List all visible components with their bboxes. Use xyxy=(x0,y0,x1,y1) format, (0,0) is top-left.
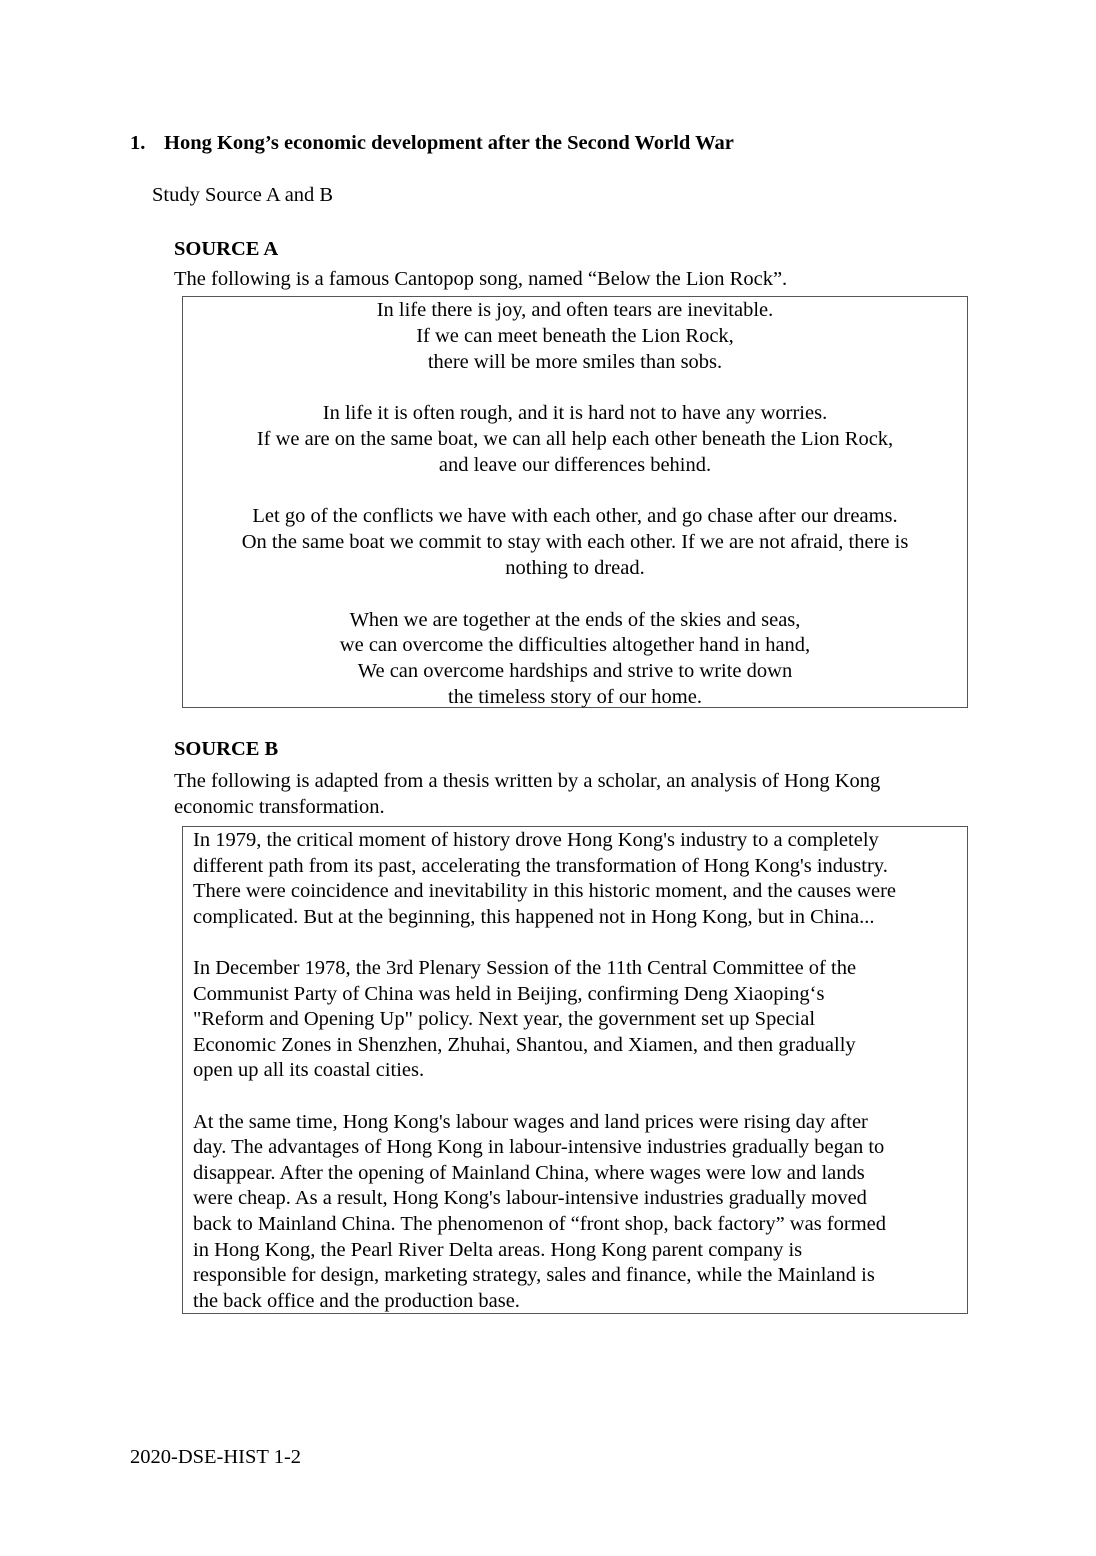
song-stanza-line: the timeless story of our home. xyxy=(448,685,702,708)
page-footer: 2020-DSE-HIST 1-2 xyxy=(130,1446,302,1468)
thesis-paragraph-line: were cheap. As a result, Hong Kong's labour-intensive industries gradually moved xyxy=(193,1187,867,1210)
thesis-paragraph xyxy=(193,828,967,930)
thesis-paragraph-line: disappear. After the opening of Mainland China, where wages were low and lands xyxy=(193,1161,865,1184)
song-stanza xyxy=(183,298,967,375)
thesis-paragraph-line: open up all its coastal cities. xyxy=(193,1059,425,1082)
song-stanza-line: When we are together at the ends of the skies and seas, xyxy=(349,608,801,631)
thesis-paragraph-line: the back office and the production base. xyxy=(193,1289,520,1312)
question-number: 1. xyxy=(130,132,146,154)
song-stanza-line: If we are on the same boat, we can all help each other beneath the Lion Rock, xyxy=(256,427,894,450)
thesis-paragraph-line: Communist Party of China was held in Beijing, confirming Deng Xiaoping‘s xyxy=(193,982,825,1005)
thesis-paragraph-line: back to Mainland China. The phenomenon of “front shop, back factory” was formed xyxy=(193,1212,886,1235)
thesis-paragraph-line: There were coincidence and inevitability in this historic moment, and the causes were xyxy=(193,880,897,903)
song-stanza-line: we can overcome the difficulties altogether hand in hand, xyxy=(339,634,811,657)
question-instruction: Study Source A and B xyxy=(152,184,334,206)
source-b-heading: SOURCE B xyxy=(174,738,279,760)
thesis-paragraph-line: responsible for design, marketing strategy, sales and finance, while the Mainland is xyxy=(193,1264,875,1287)
song-stanza xyxy=(183,504,967,581)
thesis-paragraph xyxy=(193,956,967,1084)
thesis-paragraph-line: "Reform and Opening Up" policy. Next year, the government set up Special xyxy=(193,1008,816,1031)
source-b-intro xyxy=(174,768,880,820)
thesis-paragraph-line: In 1979, the critical moment of history drove Hong Kong's industry to a completely xyxy=(193,829,879,851)
song-stanza-line: On the same boat we commit to stay with each other. If we are not afraid, there is xyxy=(241,531,909,554)
source-b-intro-line: The following is adapted from a thesis written by a scholar, an analysis of Hong Kong xyxy=(174,770,881,792)
thesis-paragraph-line: In December 1978, the 3rd Plenary Session of the 11th Central Committee of the xyxy=(193,956,857,979)
question-title xyxy=(130,132,734,155)
song-stanza-line: nothing to dread. xyxy=(505,556,645,579)
thesis-paragraph-line: different path from its past, accelerating the transformation of Hong Kong's industry. xyxy=(193,854,888,877)
song-stanza xyxy=(183,608,967,711)
song-stanza-line: and leave our differences behind. xyxy=(438,453,712,476)
source-b-intro-line: economic transformation. xyxy=(174,796,385,818)
song-stanza-line: We can overcome hardships and strive to write down xyxy=(357,660,793,683)
thesis-paragraph-line: complicated. But at the beginning, this happened not in Hong Kong, but in China... xyxy=(193,905,875,928)
thesis-paragraph-line: Economic Zones in Shenzhen, Zhuhai, Shantou, and Xiamen, and then gradually xyxy=(193,1033,856,1056)
song-stanza-line: there will be more smiles than sobs. xyxy=(427,350,723,373)
thesis-paragraph-line: in Hong Kong, the Pearl River Delta areas. Hong Kong parent company is xyxy=(193,1238,803,1261)
question-title-text: Hong Kong’s economic development after the Second World War xyxy=(164,132,734,154)
source-a-box xyxy=(182,296,968,708)
song-stanza-line: In life it is often rough, and it is hard not to have any worries. xyxy=(322,402,828,425)
source-a-intro: The following is a famous Cantopop song, named “Below the Lion Rock”. xyxy=(174,268,788,290)
song-stanza-line: In life there is joy, and often tears are inevitable. xyxy=(376,299,774,321)
thesis-paragraph-line: day. The advantages of Hong Kong in labour-intensive industries gradually began to xyxy=(193,1136,885,1159)
song-stanza xyxy=(183,401,967,478)
thesis-paragraph-line: At the same time, Hong Kong's labour wages and land prices were rising day after xyxy=(193,1110,868,1133)
song-stanza-line: Let go of the conflicts we have with each other, and go chase after our dreams. xyxy=(252,505,898,528)
source-b-box xyxy=(182,826,968,1314)
thesis-paragraph xyxy=(193,1110,967,1315)
song-stanza-line: If we can meet beneath the Lion Rock, xyxy=(416,324,734,347)
source-a-heading: SOURCE A xyxy=(174,238,279,260)
